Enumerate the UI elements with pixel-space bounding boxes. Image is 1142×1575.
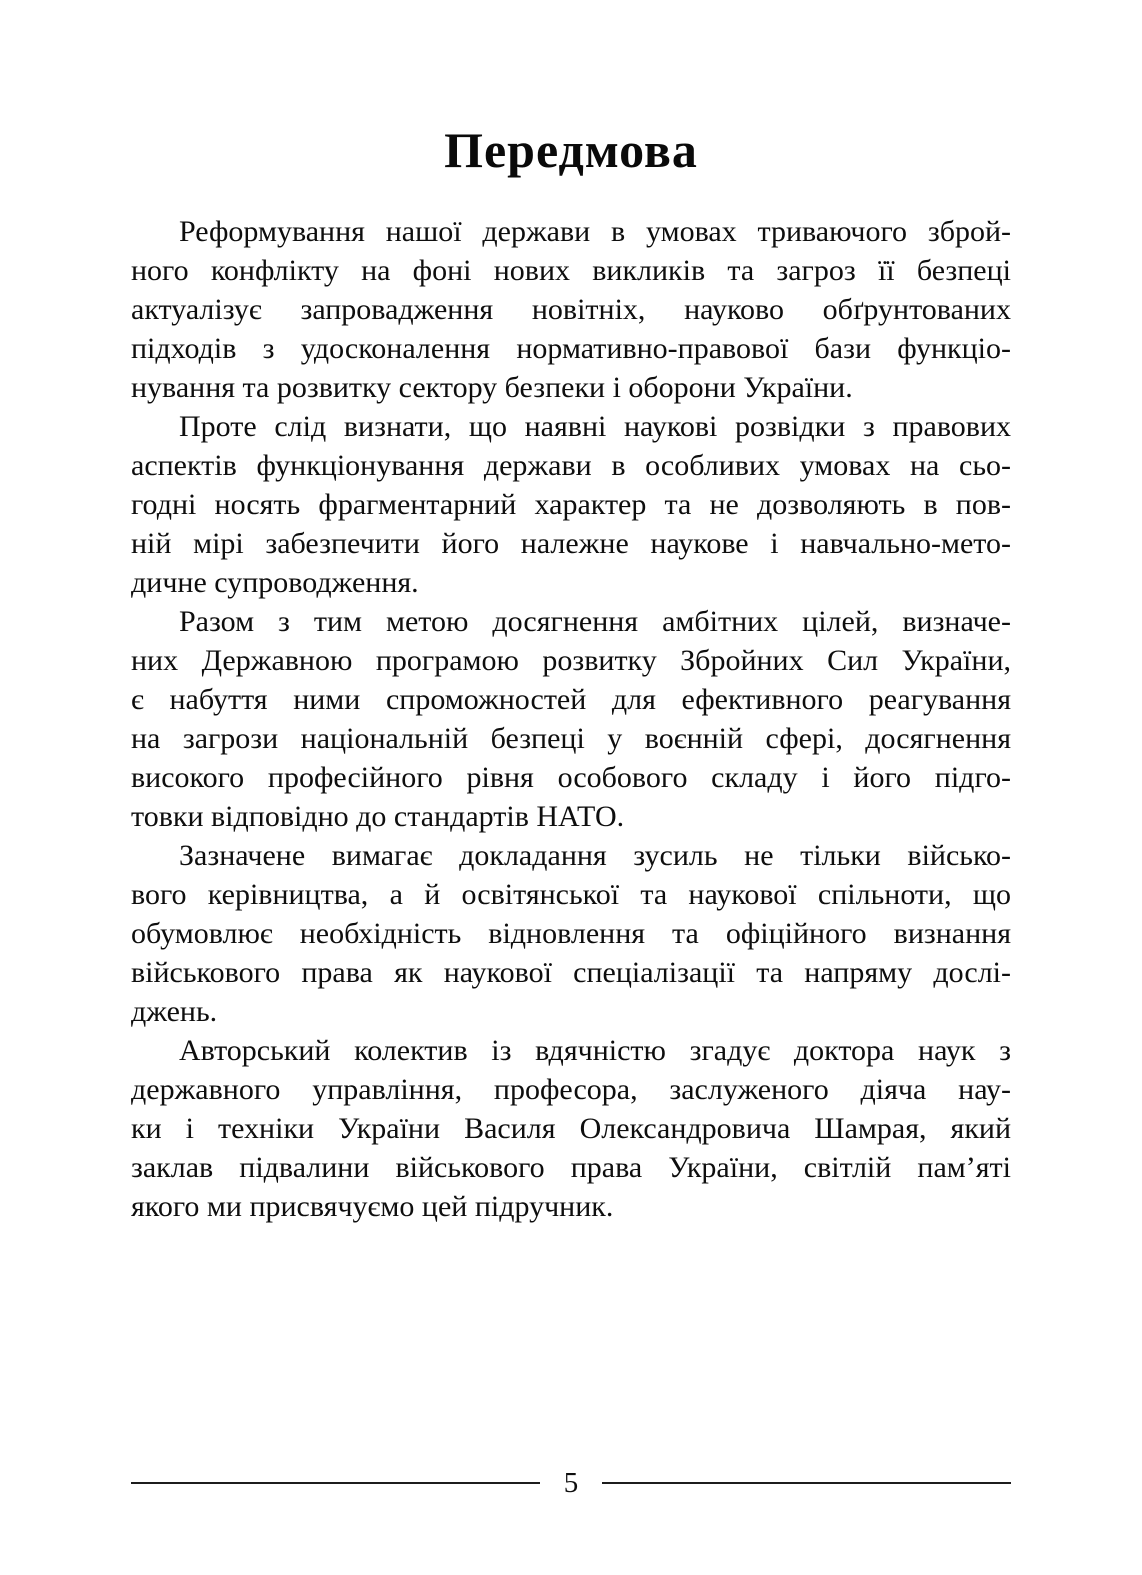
text-line: обумовлює необхідність відновлення та офіційного визнання — [131, 917, 1011, 950]
text-line: заклав підвалини військового права України, світлій пам’яті — [131, 1151, 1011, 1184]
text-line: якого ми присвячуємо цей підручник. — [131, 1190, 614, 1223]
text-line: дичне супроводження. — [131, 566, 419, 599]
paragraph — [131, 602, 1011, 836]
footer-rule-left — [131, 1482, 540, 1484]
text-line: Разом з тим метою досягнення амбітних цілей, визначе- — [179, 605, 1011, 638]
text-line: них Державною програмою розвитку Збройних Сил України, — [131, 644, 1011, 677]
text-line: Реформування нашої держави в умовах триваючого зброй- — [179, 215, 1011, 248]
text-line: джень. — [131, 995, 218, 1028]
text-line: Зазначене вимагає докладання зусиль не тільки військо- — [179, 839, 1011, 872]
text-line: Проте слід визнати, що наявні наукові розвідки з правових — [179, 410, 1011, 443]
text-line: Авторський колектив із вдячністю згадує доктора наук з — [179, 1034, 1011, 1067]
text-line: годні носять фрагментарний характер та не дозволяють в пов- — [131, 488, 1011, 521]
page-title: Передмова — [444, 122, 698, 178]
text-line: державного управління, професора, заслуженого діяча нау- — [131, 1073, 1011, 1106]
paragraph — [131, 407, 1011, 602]
paragraph — [131, 212, 1011, 407]
body-text — [131, 212, 1011, 1226]
text-line: на загрози національній безпеці у воєнній сфері, досягнення — [131, 722, 1011, 755]
text-line: є набуття ними спроможностей для ефективного реагування — [131, 683, 1011, 716]
text-line: військового права як наукової спеціалізації та напряму дослі- — [131, 956, 1011, 989]
text-line: ній мірі забезпечити його належне наукове і навчально-мето- — [131, 527, 1011, 560]
text-line: високого професійного рівня особового складу і його підго- — [131, 761, 1011, 794]
text-line: аспектів функціонування держави в особливих умовах на сьо- — [131, 449, 1011, 482]
text-line: товки відповідно до стандартів НАТО. — [131, 800, 625, 833]
paragraph — [131, 1031, 1011, 1226]
text-line: ки і техніки України Василя Олександровича Шамрая, який — [131, 1112, 1011, 1145]
footer-rule-right — [602, 1482, 1011, 1484]
text-line: підходів з удосконалення нормативно-правової бази функціо- — [131, 332, 1011, 365]
page-number: 5 — [563, 1467, 579, 1499]
text-line: ного конфлікту на фоні нових викликів та загроз її безпеці — [131, 254, 1011, 287]
paragraph — [131, 836, 1011, 1031]
text-line: вого керівництва, а й освітянської та наукової спільноти, що — [131, 878, 1011, 911]
page-footer — [131, 1466, 1011, 1500]
text-line: нування та розвитку сектору безпеки і оборони України. — [131, 371, 853, 404]
text-line: актуалізує запровадження новітніх, науково обґрунтованих — [131, 293, 1011, 326]
